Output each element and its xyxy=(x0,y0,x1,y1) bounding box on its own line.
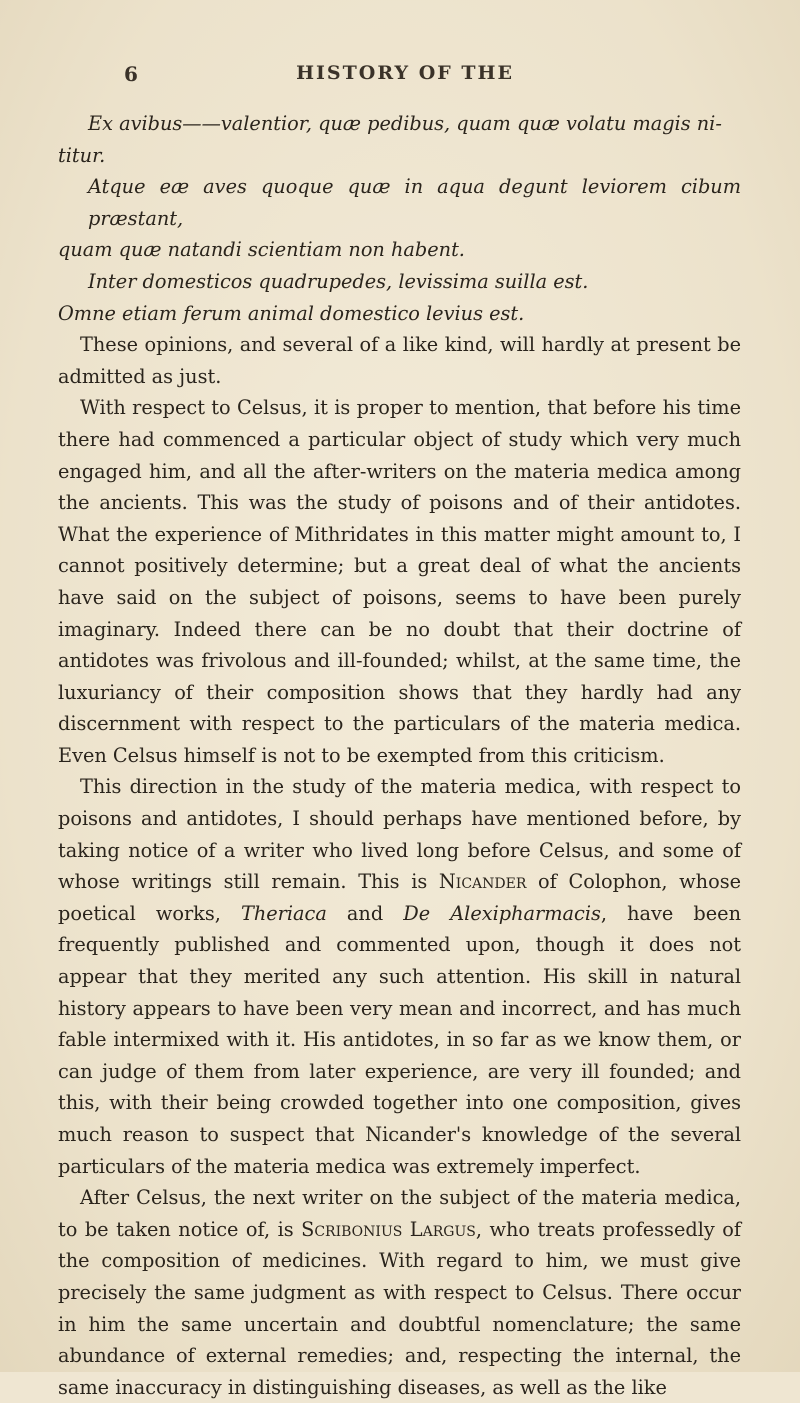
author-name: Scribonius Largus xyxy=(301,1217,476,1241)
paragraph-text: This direction in the study of the materia medica, with respect to poisons and antidotes, I should perhaps have mentioned before, by taking notice of a writer who lived long before Celsus, and some of whose writings still remain. This is xyxy=(58,775,741,894)
running-head: HISTORY OF THE xyxy=(296,62,514,84)
paragraph-text: After Celsus, the next writer on the subject of the materia medica, to be taken notice of, is xyxy=(58,1186,741,1241)
work-title: De Alexipharmacis xyxy=(403,901,601,925)
paragraph xyxy=(58,771,741,1182)
paragraph xyxy=(58,1182,741,1403)
paragraph-text: , have been frequently published and commented upon, though it does not appear that they merited any such attention. His skill in natural history appears to have been very mean and incorrect, and has much fable intermixed with it. His antidotes, in so far as we know them, or can judge of them from later experience, are very ill founded; and this, with their being crowded together into one composition, gives much reason to suspect that Nicander's knowledge of the several particulars of the materia medica was extremely imperfect. xyxy=(58,901,741,1178)
latin-quote-line: Ex avibus——valentior, quæ pedibus, quam quæ volatu magis ni- xyxy=(88,112,722,135)
paragraph-text: , who treats professedly of the composition of medicines. With regard to him, we must give precisely the same judgment as with respect to Celsus. There occur in him the same uncertain and doubtful nomenclature; the same abundance of external remedies; and, respecting the internal, the same inaccuracy in distinguishing diseases, as well as the like xyxy=(58,1217,741,1399)
paragraph-text: of Colophon, whose poetical works, xyxy=(58,870,741,925)
latin-quote-line: Atque eæ aves quoque quæ in aqua degunt leviorem cibum præstant, xyxy=(88,175,741,230)
latin-quote-line: titur. xyxy=(58,143,106,167)
page-header xyxy=(62,62,748,92)
work-title: Theriaca xyxy=(240,901,327,925)
latin-quote-line: quam quæ natandi scientiam non habent. xyxy=(58,238,465,262)
paragraph-text: and xyxy=(326,901,404,925)
paragraph: These opinions, and several of a like kind, will hardly at present be admitted as just. xyxy=(58,333,741,388)
body-text xyxy=(58,108,741,1403)
latin-quote-line: Omne etiam ferum animal domestico levius est. xyxy=(58,301,525,325)
latin-quote-line: Inter domesticos quadrupedes, levissima suilla est. xyxy=(88,269,589,293)
author-name: Nicander xyxy=(438,870,527,894)
paragraph: With respect to Celsus, it is proper to mention, that before his time there had commenced a particular object of study which very much engaged him, and all the after-writers on the materia medica among the ancients. This was the study of poisons and of their antidotes. What the experience of Mithridates in this matter might amount to, I cannot positively determine; but a great deal of what the ancients have said on the subject of poisons, seems to have been purely imaginary. Indeed there can be no doubt that their doctrine of antidotes was frivolous and ill-founded; whilst, at the same time, the luxuriancy of their composition shows that they hardly had any discernment with respect to the particulars of the materia medica. Even Celsus himself is not to be exempted from this criticism. xyxy=(58,396,741,767)
page-number: 6 xyxy=(124,62,138,86)
